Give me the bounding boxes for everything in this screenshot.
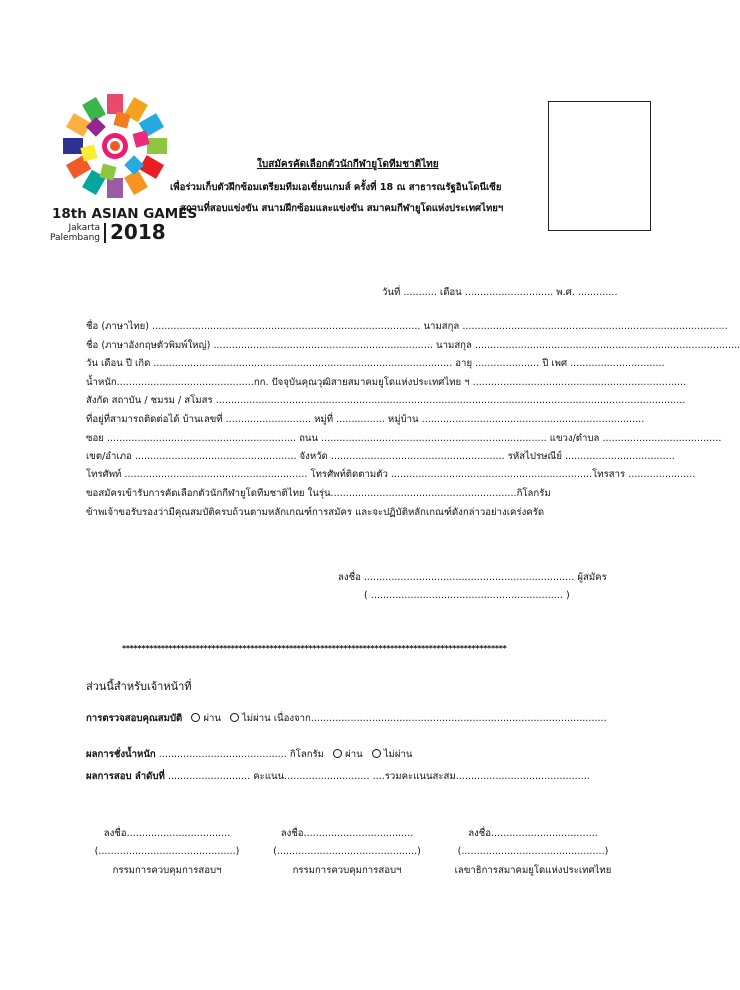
name-english-line: ชื่อ (ภาษาอังกฤษตัวพิมพ์ใหญ่) ........................................................................ นามสกุล ....................................................................................... xyxy=(86,340,740,351)
signature-block-3 xyxy=(438,827,628,878)
applicant-signature-line: ลงชื่อ ..................................................................... ผู้สมัคร xyxy=(338,572,607,583)
date-line: วันที่ ........... เดือน ............................. พ.ศ. ............. xyxy=(382,287,618,298)
logo-cities xyxy=(48,223,100,243)
weigh-pass-checkbox[interactable] xyxy=(333,749,342,758)
photo-box xyxy=(548,101,651,231)
weigh-fail-checkbox[interactable] xyxy=(372,749,381,758)
fail-reason-label: ไม่ผ่าน เนื่องจาก................................................................................................. xyxy=(241,713,607,724)
asian-games-emblem-icon xyxy=(60,92,170,200)
name-thai-line: ชื่อ (ภาษาไทย) ........................................................................................ นามสกุล ....................................................................................... xyxy=(86,321,728,332)
affiliation-line: สังกัด สถาบัน / ชมรม / สโมสร .......................................................................................................................................................... xyxy=(86,395,686,406)
signature-name: (...............................................) xyxy=(457,846,609,857)
logo-games-label: 18th ASIAN GAMES xyxy=(52,206,198,222)
signature-line: ลงชื่อ.................................... xyxy=(280,828,414,839)
signature-role: กรรมการควบคุมการสอบฯ xyxy=(112,865,222,876)
weigh-value-line: .......................................... กิโลกรัม xyxy=(158,749,325,760)
exam-value-line: ........................... คะแนน............................ ....รวมคะแนนสะสม............................................ xyxy=(167,771,590,782)
signature-block-1 xyxy=(82,827,252,878)
weigh-pass-label: ผ่าน xyxy=(345,749,363,760)
apply-line: ขอสมัครเข้ารับการคัดเลือกตัวนักกีฬายูโดทีมชาติไทย ในรุ่น.............................................................กิโลกรัม xyxy=(86,488,551,499)
pass-checkbox[interactable] xyxy=(191,713,200,722)
certify-line: ข้าพเจ้าขอรับรองว่ามีคุณสมบัติครบถ้วนตามหลักเกณฑ์การสมัคร และจะปฏิบัติหลักเกณฑ์ดังกล่าวอย่างเคร่งครัด xyxy=(86,507,545,518)
weigh-row xyxy=(86,748,616,762)
exam-row xyxy=(86,770,616,784)
fail-checkbox[interactable] xyxy=(230,713,239,722)
phone-line: โทรศัพท์ ............................................................ โทรศัพท์ติดตามตัว ..................................................................โทรสาร ...................... xyxy=(86,469,696,480)
signature-role: เลขาธิการสมาคมยูโดแห่งประเทศไทย xyxy=(454,865,612,876)
logo-year: 2018 xyxy=(110,220,166,244)
logo-city-1: Jakarta xyxy=(68,223,100,233)
exam-label: ผลการสอบ ลำดับที่ xyxy=(86,771,165,782)
signature-line: ลงชื่อ................................... xyxy=(468,828,598,839)
applicant-name-line: ( ............................................................... ) xyxy=(364,590,570,601)
logo-divider xyxy=(104,223,106,243)
weigh-label: ผลการชั่งน้ำหนัก xyxy=(86,749,156,760)
signature-name: (.............................................) xyxy=(94,846,240,857)
weight-line: น้ำหนัก.............................................กก. ปัจจุบันคุณวุฒิสายสมาคมยูโดแห่งประเทศไทย ฯ ...................................................................... xyxy=(86,377,687,388)
asian-games-logo xyxy=(48,92,198,252)
qualification-row xyxy=(86,712,616,726)
pass-label: ผ่าน xyxy=(203,713,221,724)
qualification-label: การตรวจสอบคุณสมบัติ xyxy=(86,713,183,724)
signature-name: (..............................................) xyxy=(273,846,421,857)
birth-line: วัน เดือน ปี เกิด .................................................................................................. อายุ ..................... ปี เพศ ............................... xyxy=(86,358,665,369)
address-line: ที่อยู่ที่สามารถติดต่อได้ บ้านเลขที่ ............................ หมู่ที่ ................ หมู่บ้าน ......................................................................... xyxy=(86,414,645,425)
official-heading: ส่วนนี้สำหรับเจ้าหน้าที่ xyxy=(86,680,192,693)
logo-city-2: Palembang xyxy=(50,233,100,243)
form-subtitle-2: สถานที่สอบแข่งขัน สนามฝึกซ้อมและแข่งขัน สมาคมกีฬายูโดแห่งประเทศไทยฯ xyxy=(180,203,504,214)
form-title: ใบสมัครคัดเลือกตัวนักกีฬายูโดทีมชาติไทย xyxy=(257,159,439,170)
signature-block-2 xyxy=(262,827,432,878)
form-subtitle-1: เพื่อร่วมเก็บตัวฝึกซ้อมเตรียมทีมเอเชี่ยนเกมส์ ครั้งที่ 18 ณ สาธารณรัฐอินโดนีเซีย xyxy=(170,182,502,193)
signature-role: กรรมการควบคุมการสอบฯ xyxy=(292,865,402,876)
weigh-fail-label: ไม่ผ่าน xyxy=(383,749,413,760)
separator: *************************************************************************************************** xyxy=(122,644,507,653)
street-line: ซอย .............................................................. ถนน .......................................................................... แขวง/ตำบล ....................................... xyxy=(86,433,722,444)
signature-line: ลงชื่อ.................................. xyxy=(103,828,231,839)
district-line: เขต/อำเภอ ..................................................... จังหวัด ......................................................... รหัสไปรษณีย์ .................................... xyxy=(86,451,675,462)
